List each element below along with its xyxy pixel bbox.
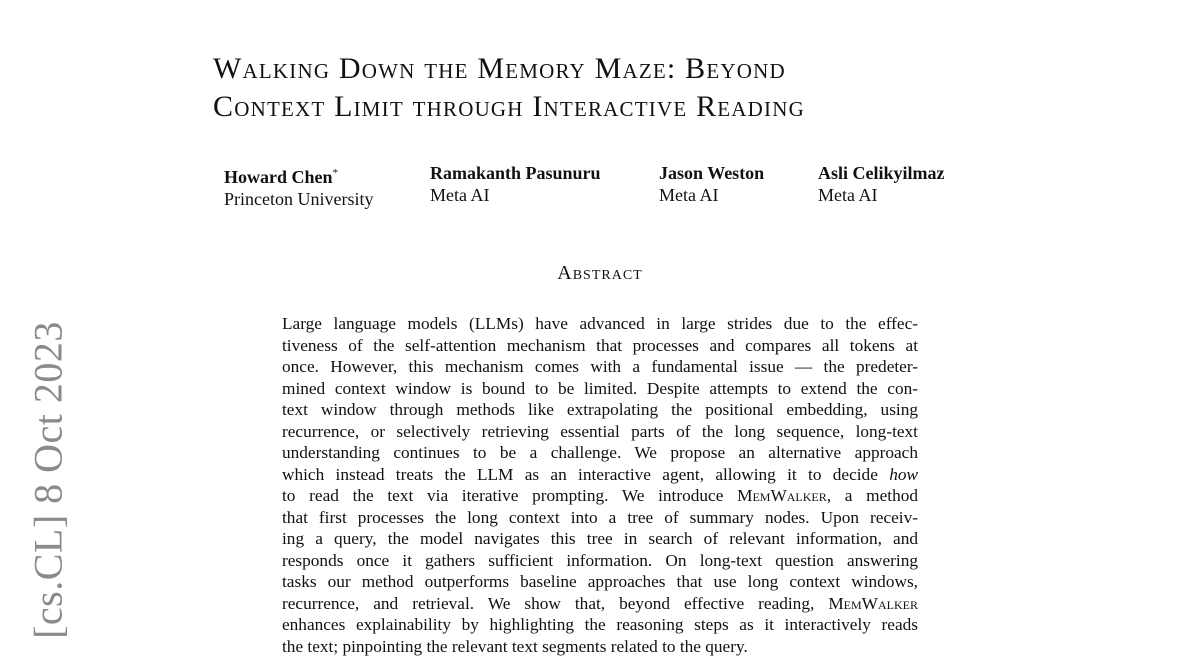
title-line-2: Context Limit through Interactive Reading: [213, 88, 1013, 126]
author-affiliation: Princeton University: [224, 188, 430, 210]
abstract-line: recurrence, and retrieval. We show that, beyond effective reading, MemWalker: [282, 593, 918, 615]
author-2: [430, 162, 659, 210]
abstract-line: responds once it gathers sufficient information. On long-text question answering: [282, 550, 918, 572]
emphasis-how: how: [889, 465, 918, 484]
abstract-line: the text; pinpointing the relevant text segments related to the query.: [282, 636, 918, 657]
author-affiliation: Meta AI: [818, 184, 978, 206]
author-affiliation: Meta AI: [659, 184, 818, 206]
abstract-body: [282, 313, 918, 657]
author-name: Jason Weston: [659, 162, 818, 184]
abstract-heading: Abstract: [0, 262, 1200, 285]
abstract-line: which instead treats the LLM as an interactive agent, allowing it to decide how: [282, 464, 918, 486]
paper-title: [213, 50, 1013, 126]
abstract-line: tasks our method outperforms baseline approaches that use long context windows,: [282, 571, 918, 593]
arxiv-identifier-stamp: [22, 325, 74, 635]
system-name: MemWalker: [828, 594, 918, 613]
abstract-line: that first processes the long context into a tree of summary nodes. Upon receiv-: [282, 507, 918, 529]
system-name: MemWalker: [737, 486, 827, 505]
abstract-line: once. However, this mechanism comes with a fundamental issue — the predeter-: [282, 356, 918, 378]
author-name: Ramakanth Pasunuru: [430, 162, 659, 184]
footnote-mark: *: [333, 167, 339, 179]
author-affiliation: Meta AI: [430, 184, 659, 206]
author-name: Howard Chen: [224, 167, 333, 187]
author-1: [224, 162, 430, 210]
title-line-1: Walking Down the Memory Maze: Beyond: [213, 50, 1013, 88]
abstract-line: text window through methods like extrapolating the positional embedding, using: [282, 399, 918, 421]
abstract-line: tiveness of the self-attention mechanism that processes and compares all tokens at: [282, 335, 918, 357]
author-3: [659, 162, 818, 210]
author-name: Asli Celikyilmaz: [818, 162, 978, 184]
abstract-line: Large language models (LLMs) have advanced in large strides due to the effec-: [282, 313, 918, 335]
abstract-line: to read the text via iterative prompting. We introduce MemWalker, a method: [282, 485, 918, 507]
abstract-line: mined context window is bound to be limited. Despite attempts to extend the con-: [282, 378, 918, 400]
abstract-line: understanding continues to be a challenge. We propose an alternative approach: [282, 442, 918, 464]
abstract-line: recurrence, or selectively retrieving essential parts of the long sequence, long-text: [282, 421, 918, 443]
abstract-line: ing a query, the model navigates this tree in search of relevant information, and: [282, 528, 918, 550]
abstract-line: enhances explainability by highlighting the reasoning steps as it interactively reads: [282, 614, 918, 636]
author-4: [818, 162, 978, 210]
author-block: [224, 162, 978, 210]
arxiv-stamp-text: [cs.CL] 8 Oct 2023: [25, 321, 72, 639]
